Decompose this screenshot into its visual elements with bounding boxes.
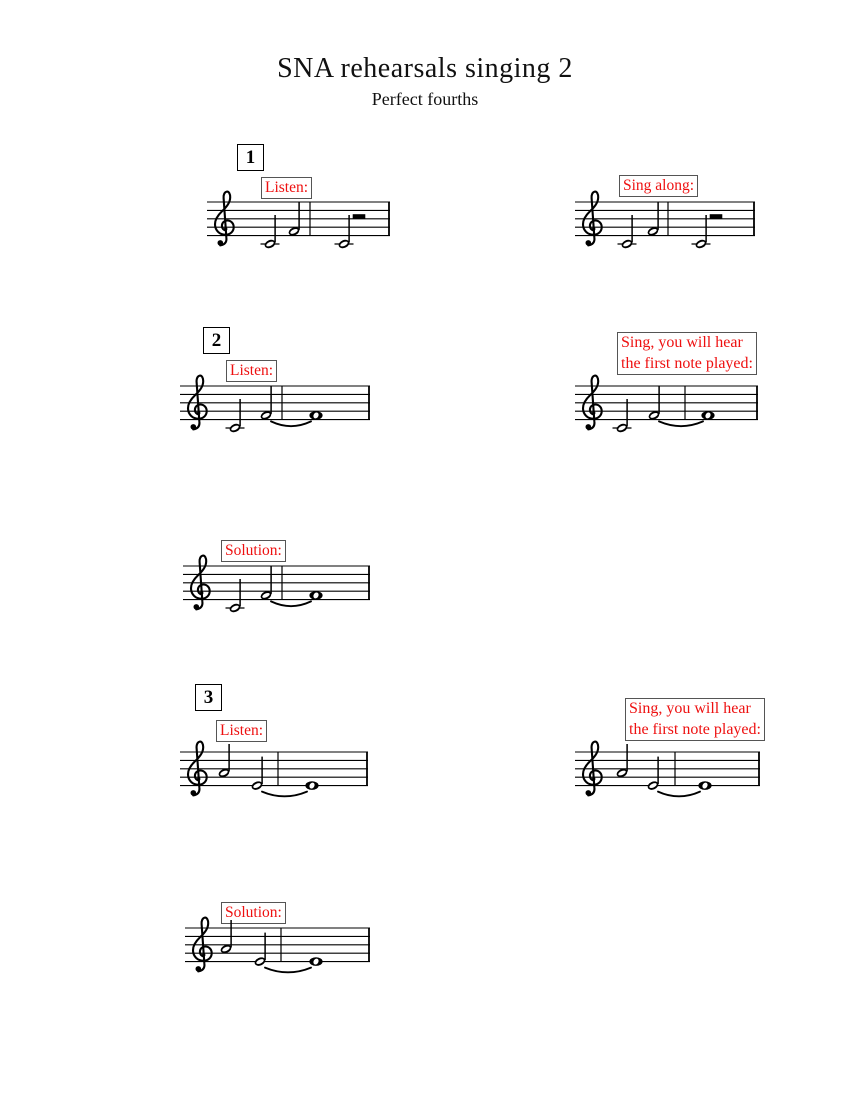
note-C4-half: [261, 215, 280, 250]
label-ex2-sing: [617, 332, 757, 375]
label-text: Sing, you will hear: [621, 334, 743, 351]
note-E4-half: [253, 933, 266, 968]
staff-ex1-listen: [204, 188, 395, 258]
label-text: the first note played:: [621, 354, 753, 372]
note-E4-half: [250, 757, 263, 792]
note-F4-whole: [309, 411, 322, 420]
staff-ex3-listen: [177, 738, 373, 808]
label-text: Sing, you will hear: [629, 700, 751, 717]
note-E4-whole: [698, 781, 711, 790]
tie: [271, 421, 311, 426]
note-C4-half: [335, 215, 354, 250]
staff-ex2-listen: [177, 372, 375, 442]
note-C4-half: [692, 215, 711, 250]
note-F4-half: [647, 386, 660, 421]
note-E4-half: [646, 757, 659, 792]
rehearsal-mark-1: 1: [237, 144, 264, 171]
label-text: Listen:: [230, 362, 274, 379]
note-C4-half: [613, 399, 632, 434]
label-ex3-sing: [625, 698, 765, 741]
note-C4-half: [618, 215, 637, 250]
tie: [659, 421, 703, 426]
note-F4-half: [259, 566, 272, 601]
score-title: SNA rehearsals singing 2: [277, 53, 573, 84]
tie: [262, 792, 307, 797]
note-C4-half: [226, 579, 245, 614]
half-rest: [710, 214, 723, 219]
staff-ex3-solution: [182, 914, 375, 984]
label-text: Solution:: [225, 904, 282, 921]
note-E4-whole: [305, 781, 318, 790]
note-F4-whole: [309, 591, 322, 600]
staff-ex3-sing: [572, 738, 765, 808]
tie: [271, 601, 311, 606]
staff-ex1-singalong: [572, 188, 760, 258]
label-text: Sing along:: [623, 177, 695, 194]
label-text: the first note played:: [629, 720, 761, 738]
note-A4-half: [217, 744, 230, 779]
note-F4-half: [646, 202, 659, 237]
staff-ex2-sing: [572, 372, 763, 442]
score-subtitle: Perfect fourths: [371, 89, 479, 109]
tie: [265, 968, 311, 973]
note-A4-half: [615, 744, 628, 779]
label-text: Listen:: [265, 179, 309, 196]
note-E4-whole: [309, 957, 322, 966]
note-C4-half: [226, 399, 245, 434]
rehearsal-mark-3: 3: [195, 684, 222, 711]
tie: [658, 792, 700, 797]
note-F4-half: [259, 386, 272, 421]
label-text: Listen:: [220, 722, 264, 739]
note-F4-half: [287, 202, 300, 237]
half-rest: [353, 214, 366, 219]
note-A4-half: [219, 920, 232, 955]
note-F4-whole: [701, 411, 714, 420]
staff-ex2-solution: [180, 552, 375, 622]
label-text: Solution:: [225, 542, 282, 559]
rehearsal-mark-2: 2: [203, 327, 230, 354]
